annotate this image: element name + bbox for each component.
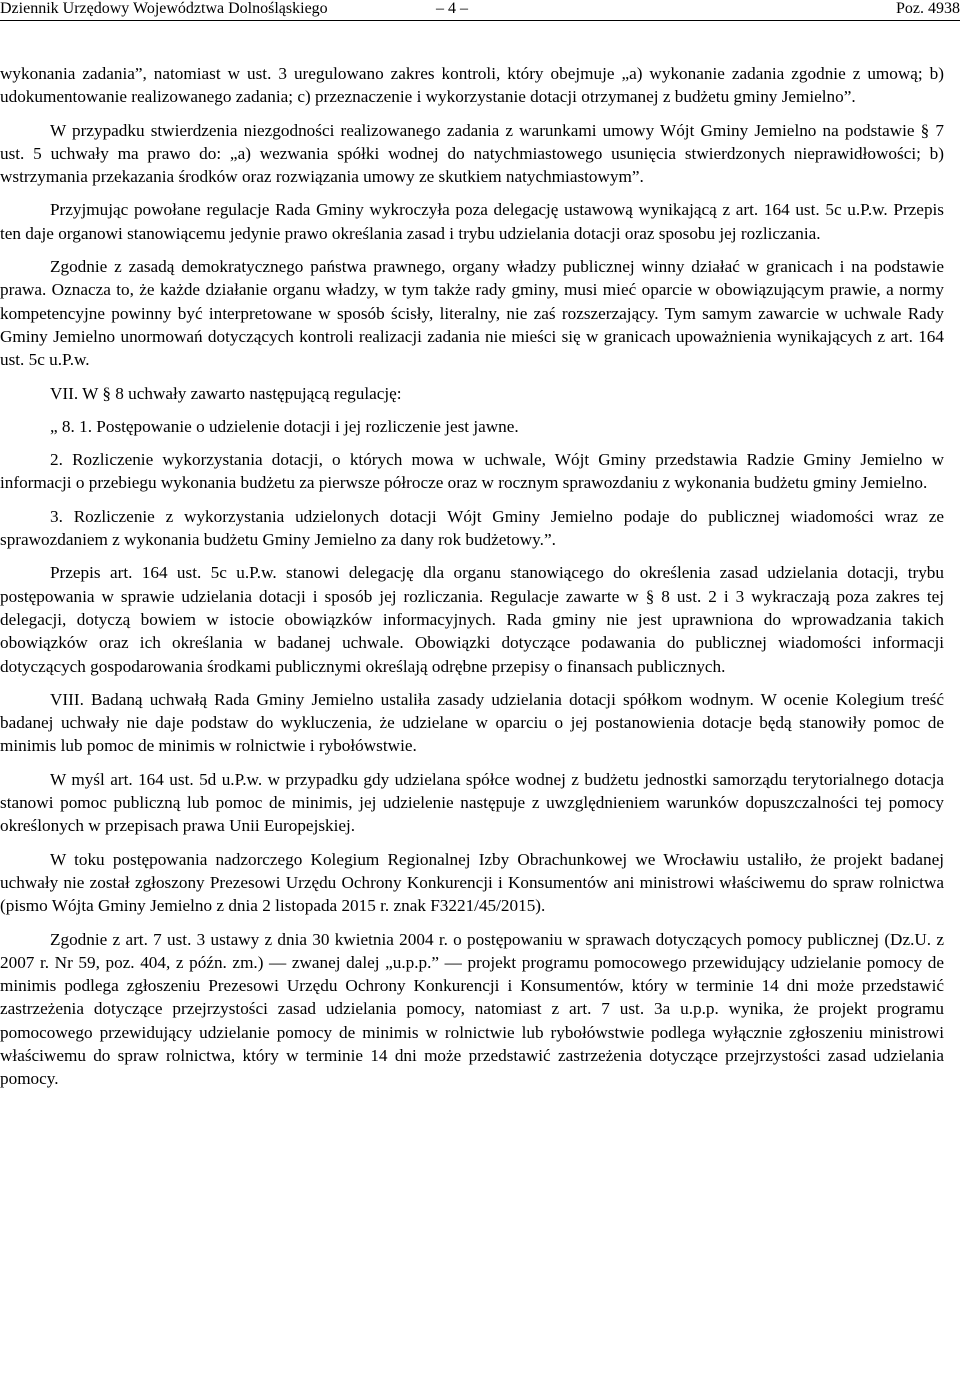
paragraph: W przypadku stwierdzenia niezgodności realizowanego zadania z warunkami umowy Wójt Gminy Jemielno na podstawie § 7 ust. 5 uchwały ma prawo do: „a) wezwania spółki wodnej do natychmiastowego usunięcia stwierdzonych nieprawidłowości; b) wstrzymania przekazania środków oraz rozwiązania umowy ze skutkiem natychmiastowym”.: [0, 120, 944, 187]
paragraph: Zgodnie z zasadą demokratycznego państwa prawnego, organy władzy publicznej winny działać w granicach i na podstawie prawa. Oznacza to, że każde działanie organu władzy, w tym także rady gminy, musi mieć oparcie w obowiązującym prawie, a normy kompetencyjne powinny być interpretowane w sposób ścisły, literalny, nie zaś rozszerzający. Tym samym zawarcie w uchwale Rady Gminy Jemielno unormowań dotyczących kontroli realizacji zadania nie mieści się w granicach upoważnienia wynikających z art. 164 ust. 5c u.P.w.: [0, 257, 944, 370]
paragraph: 3. Rozliczenie z wykorzystania udzielonych dotacji Wójt Gminy Jemielno podaje do publicznej wiadomości wraz ze sprawozdaniem z wykonania budżetu Gminy Jemielno za dany rok budżetowy.”.: [0, 506, 944, 550]
page-number: – 4 –: [436, 0, 468, 17]
header-rule: [0, 20, 960, 21]
paragraph: Przepis art. 164 ust. 5c u.P.w. stanowi delegację dla organu stanowiącego do określenia zasad udzielania dotacji, trybu postępowania w sprawie udzielania dotacji i sposób jej rozliczania. Regulacje zawarte w § 8 ust. 2 i 3 wykraczają poza zakres tej delegacji, dotyczą bowiem w istocie obowiązków informacyjnych. Rada gminy nie jest uprawniona do wprowadzania takich obowiązków oraz ich określania w badanej uchwale. Obowiązki dotyczące podawania do publicznej wiadomości informacji dotyczących gospodarowania środkami publicznymi określają odrębne przepisy o finansach publicznych.: [0, 563, 944, 676]
page-header: [0, 0, 960, 22]
paragraph: wykonania zadania”, natomiast w ust. 3 uregulowano zakres kontroli, który obejmuje „a) wykonanie zadania zgodnie z umową; b) udokumentowanie realizowanego zadania; c) przeznaczenie i wykorzystanie dotacji otrzymanej z budżetu gminy Jemielno”.: [0, 64, 944, 107]
position-number: Poz. 4938: [896, 0, 960, 17]
paragraph: Zgodnie z art. 7 ust. 3 ustawy z dnia 30 kwietnia 2004 r. o postępowaniu w sprawach dotyczących pomocy publicznej (Dz.U. z 2007 r. Nr 59, poz. 404, z późn. zm.) — zwanej dalej „u.p.p.” — projekt programu pomocowego przewidujący udzielanie pomocy de minimis podlega zgłoszeniu Prezesowi Urzędu Ochrony Konkurencji i Konsumentów, który w terminie 14 dni może przedstawić zastrzeżenia dotyczące przejrzystości zasad udzielania pomocy, natomiast z art. 7 ust. 3a u.p.p. wynika, że projekt programu pomocowego przewidujący udzielanie pomocy de minimis w rolnictwie lub rybołówstwie podlega wyłącznie zgłoszeniu ministrowi właściwemu do spraw rolnictwa, który w terminie 14 dni może przedstawić zastrzeżenia dotyczące przejrzystości zasad udzielania pomocy.: [0, 929, 944, 1089]
journal-title: Dziennik Urzędowy Województwa Dolnośląskiego: [0, 0, 328, 17]
paragraph: „ 8. 1. Postępowanie o udzielenie dotacji i jej rozliczenie jest jawne.: [50, 416, 519, 436]
paragraph: Przyjmując powołane regulacje Rada Gminy wykroczyła poza delegację ustawową wynikającą z art. 164 ust. 5c u.P.w. Przepis ten daje organowi stanowiącemu jedynie prawo określania zasad i trybu udzielania dotacji oraz sposobu jej rozliczania.: [0, 200, 944, 243]
paragraph: W toku postępowania nadzorczego Kolegium Regionalnej Izby Obrachunkowej we Wrocławiu ustaliło, że projekt badanej uchwały nie został zgłoszony Prezesowi Urzędu Ochrony Konkurencji i Konsumentów ani ministrowi właściwemu do spraw rolnictwa (pismo Wójta Gminy Jemielno z dnia 2 listopada 2015 r. znak F3221/45/2015).: [0, 849, 944, 916]
paragraph: VII. W § 8 uchwały zawarto następującą regulację:: [50, 383, 402, 403]
paragraph: VIII. Badaną uchwałą Rada Gminy Jemielno ustaliła zasady udzielania dotacji spółkom wodnym. W ocenie Kolegium treść badanej uchwały nie daje podstaw do wykluczenia, że udzielane w oparciu o jej postanowienia dotacje będą stanowiły pomoc de minimis lub pomoc de minimis w rolnictwie i rybołówstwie.: [0, 689, 944, 756]
paragraph: 2. Rozliczenie wykorzystania dotacji, o których mowa w uchwale, Wójt Gminy przedstawia Radzie Gminy Jemielno w informacji o przebiegu wykonania budżetu za pierwsze półrocze oraz w rocznym sprawozdaniu z wykonania budżetu gminy Jemielno.: [0, 450, 944, 493]
paragraph: W myśl art. 164 ust. 5d u.P.w. w przypadku gdy udzielana spółce wodnej z budżetu jednostki samorządu terytorialnego dotacja stanowi pomoc publiczną lub pomoc de minimis, jej udzielenie następuje z uwzględnieniem warunków dopuszczalności tej pomocy określonych w przepisach prawa Unii Europejskiej.: [0, 769, 944, 836]
document-body: [0, 62, 944, 1101]
